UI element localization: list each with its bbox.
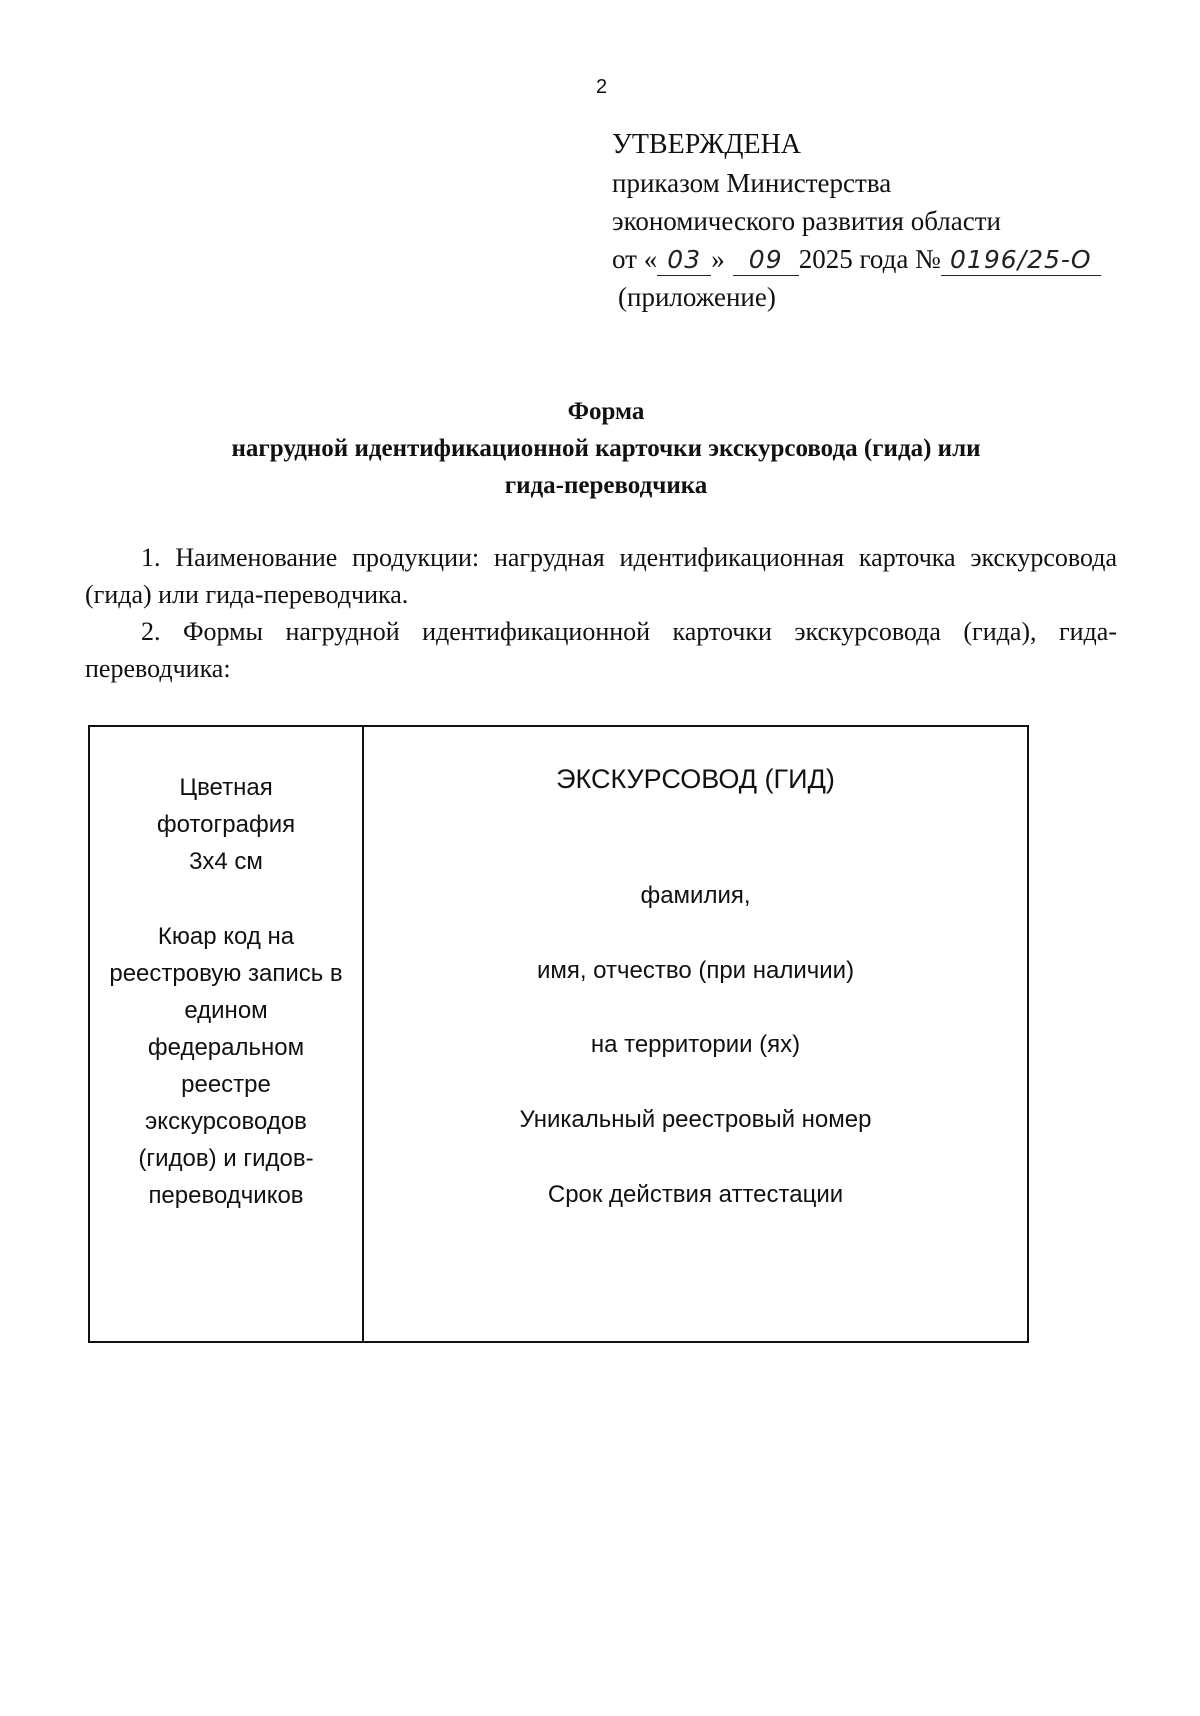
heading-line-1: Форма bbox=[567, 398, 645, 425]
approval-line-2: экономического развития области bbox=[612, 206, 1001, 236]
id-card-form bbox=[88, 725, 1029, 1343]
card-field-registry-number: Уникальный реестровый номер bbox=[519, 1106, 872, 1133]
page-number: 2 bbox=[596, 76, 608, 98]
photo-placeholder bbox=[90, 769, 362, 880]
paragraph-product-name: 1. Наименование продукции: нагрудная идентификационная карточка экскурсовода (гида) или гида-переводчика. bbox=[85, 543, 1117, 609]
handwritten-order-number: 0196/25-О bbox=[941, 245, 1101, 276]
handwritten-day: 03 bbox=[657, 245, 711, 276]
year-text: 2025 года № bbox=[798, 244, 941, 274]
approval-line-1: приказом Министерства bbox=[612, 168, 892, 198]
approval-stamp bbox=[612, 126, 1101, 316]
qr-line: (гидов) и гидов- bbox=[138, 1145, 314, 1172]
card-field-territory: на территории (ях) bbox=[590, 1031, 801, 1058]
qr-line: реестре bbox=[181, 1071, 271, 1098]
photo-line: фотография bbox=[156, 811, 296, 838]
date-mid: » bbox=[711, 244, 725, 274]
approval-title: УТВЕРЖДЕНА bbox=[612, 129, 802, 160]
card-left-column bbox=[90, 727, 364, 1341]
qr-line: реестровую запись в bbox=[109, 960, 343, 987]
heading-line-3: гида-переводчика bbox=[504, 472, 708, 499]
card-right-column bbox=[364, 727, 1027, 1341]
approval-date-line bbox=[612, 240, 1101, 278]
card-title: ЭКСКУРСОВОД (ГИД) bbox=[556, 764, 835, 794]
qr-line: экскурсоводов bbox=[145, 1108, 307, 1135]
card-field-surname: фамилия, bbox=[640, 882, 751, 909]
photo-line: 3х4 см bbox=[189, 848, 263, 875]
date-prefix: от « bbox=[612, 244, 658, 274]
document-heading bbox=[140, 393, 1072, 504]
qr-line: федеральном bbox=[147, 1034, 305, 1061]
photo-line: Цветная bbox=[179, 774, 273, 801]
qr-placeholder bbox=[90, 918, 362, 1214]
card-field-validity: Срок действия аттестации bbox=[547, 1181, 844, 1208]
qr-line: Кюар код на bbox=[157, 923, 295, 950]
heading-line-2: нагрудной идентификационной карточки экскурсовода (гида) или bbox=[231, 435, 981, 462]
paragraph-card-forms: 2. Формы нагрудной идентификационной карточки экскурсовода (гида), гида-переводчика: bbox=[85, 617, 1117, 683]
annex-label: (приложение) bbox=[618, 282, 776, 312]
handwritten-month: 09 bbox=[733, 245, 799, 276]
qr-line: переводчиков bbox=[148, 1182, 304, 1209]
qr-line: едином bbox=[184, 997, 268, 1024]
card-field-name: имя, отчество (при наличии) bbox=[536, 957, 855, 984]
